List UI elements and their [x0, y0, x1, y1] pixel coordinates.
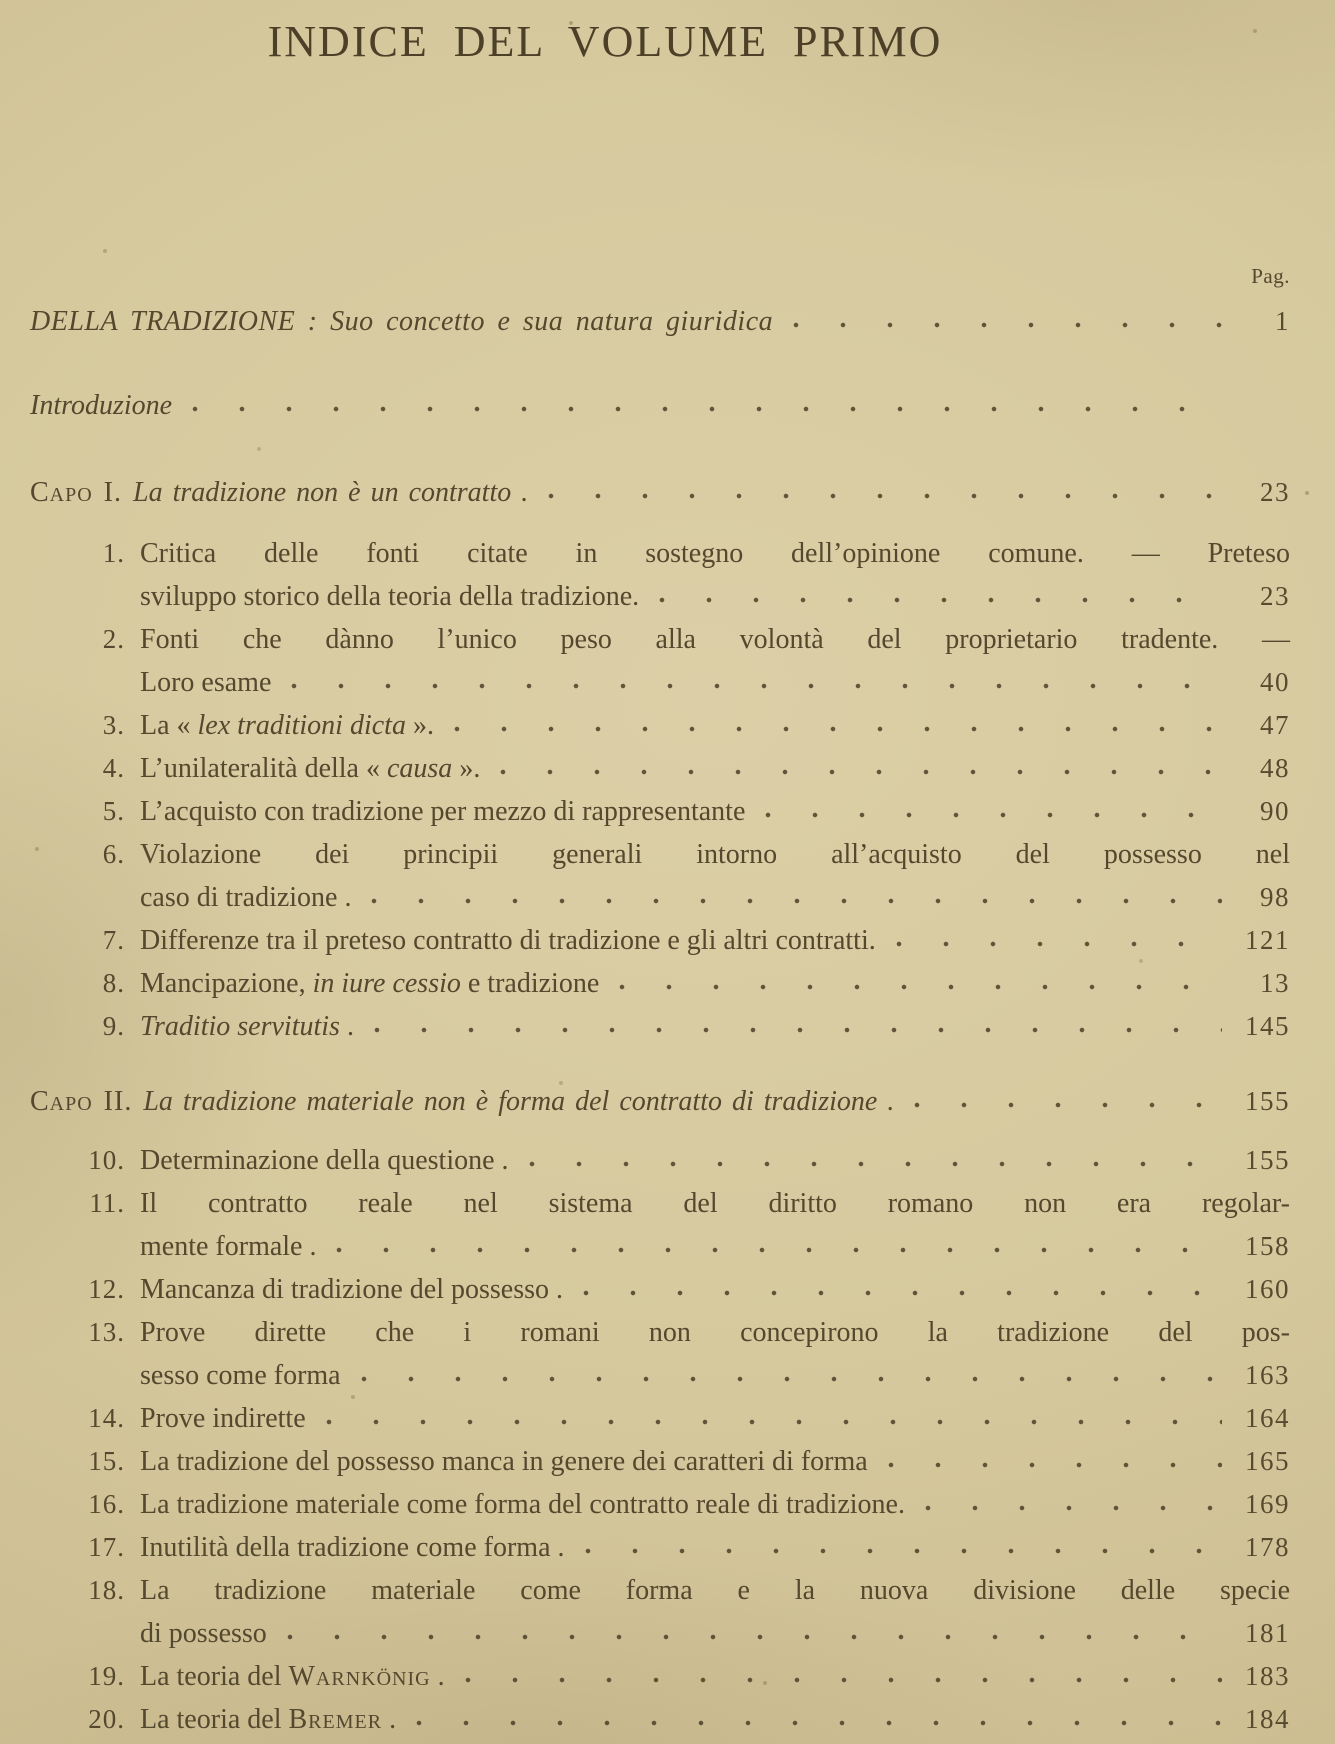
entry-body [140, 1182, 1290, 1268]
dot-leader [357, 1375, 1222, 1384]
entry-text: Fonti che dànno l’unico peso alla volontà del proprietario tradente. — [140, 624, 1290, 655]
entry-text: sviluppo storico della teoria della tradizione. [140, 581, 640, 612]
entry-body [140, 1440, 1290, 1483]
dot-leader [761, 811, 1222, 820]
entry-line [30, 1078, 1290, 1125]
entry-line [140, 1440, 1290, 1483]
entry-line [140, 1483, 1290, 1526]
entry-line [140, 833, 1290, 876]
entry-text: Mancanza di tradizione del possesso . [140, 1274, 563, 1305]
entry-body [140, 1655, 1290, 1698]
entry-body [30, 469, 1290, 516]
dot-leader [892, 940, 1222, 949]
entry-number: 7. [102, 925, 125, 955]
entry-text: Il contratto reale nel sistema del diritto romano non era regolar- [140, 1188, 1290, 1219]
toc-entry [30, 919, 1290, 962]
dot-leader [332, 1246, 1222, 1255]
entry-text: caso di tradizione . [140, 882, 352, 913]
toc-entry [30, 469, 1290, 516]
toc-entry [30, 1397, 1290, 1440]
entry-line [140, 661, 1290, 704]
entry-line [140, 575, 1290, 618]
entry-line [140, 747, 1290, 790]
toc-entry [30, 1526, 1290, 1569]
entry-body [140, 618, 1290, 704]
entry-text: mente formale . [140, 1231, 317, 1262]
page-number: 155 [1245, 1086, 1290, 1116]
entry-number: 6. [102, 839, 125, 869]
toc-entry [30, 532, 1290, 618]
dot-leader [287, 682, 1222, 691]
entry-text: Prove indirette [140, 1403, 306, 1434]
page-number: 155 [1245, 1145, 1290, 1175]
entry-text: Mancipazione, in iure cessio e tradizione [140, 968, 600, 999]
entry-line [140, 1397, 1290, 1440]
entry-text: La tradizione del possesso manca in genere dei caratteri di forma [140, 1446, 868, 1477]
entry-number: 10. [88, 1145, 125, 1175]
entry-line [140, 1698, 1290, 1741]
entry-number: 15. [88, 1446, 125, 1476]
page-number: 23 [1260, 477, 1290, 507]
entry-body [140, 1526, 1290, 1569]
entry-line [140, 1268, 1290, 1311]
toc-entry [30, 298, 1290, 345]
entry-body [140, 1139, 1290, 1182]
toc-entry [30, 790, 1290, 833]
entry-text: Capo I. La tradizione non è un contratto . [30, 477, 529, 508]
entry-body [140, 1005, 1290, 1048]
entry-line [140, 1311, 1290, 1354]
entry-line [140, 704, 1290, 747]
entry-line [140, 790, 1290, 833]
toc-entry [30, 1655, 1290, 1698]
page-number: 13 [1260, 968, 1290, 998]
entry-line [140, 1655, 1290, 1698]
entry-body [30, 1078, 1290, 1125]
entry-body [140, 1311, 1290, 1397]
entry-line [30, 298, 1290, 345]
entry-body [140, 833, 1290, 919]
entry-body [140, 962, 1290, 1005]
toc-entry [30, 1268, 1290, 1311]
entry-body [30, 298, 1290, 345]
entry-body [140, 747, 1290, 790]
entry-text: La teoria del Warnkönig . [140, 1661, 445, 1692]
dot-leader [412, 1719, 1222, 1728]
dot-leader [884, 1461, 1222, 1470]
dot-leader [544, 492, 1222, 501]
entry-text: La tradizione materiale come forma e la nuova divisione delle specie [140, 1575, 1290, 1606]
toc-entry [30, 747, 1290, 790]
entry-number: 18. [88, 1575, 125, 1605]
page-number: 183 [1245, 1661, 1290, 1691]
entry-number: 8. [102, 968, 125, 998]
entry-text: Traditio servitutis . [140, 1011, 354, 1042]
entry-text: La tradizione materiale come forma del contratto reale di tradizione. [140, 1489, 905, 1520]
entry-body [140, 1397, 1290, 1440]
entry-text: Introduzione [30, 390, 173, 421]
entry-text: La « lex traditioni dicta ». [140, 710, 434, 741]
toc-entry [30, 383, 1290, 429]
page-number: 184 [1245, 1704, 1290, 1734]
entry-number: 13. [88, 1317, 125, 1347]
page-column-header: Pag. [1251, 264, 1290, 288]
entry-line [140, 532, 1290, 575]
entry-text: Determinazione della questione . [140, 1145, 509, 1176]
dot-leader [581, 1547, 1223, 1556]
entry-line [140, 1005, 1290, 1048]
toc-entry [30, 1005, 1290, 1048]
entry-text: Loro esame [140, 667, 272, 698]
entry-body [30, 383, 1290, 429]
entry-body [140, 1483, 1290, 1526]
page-number: 164 [1245, 1403, 1290, 1433]
dot-leader [283, 1633, 1222, 1642]
page-title: INDICE DEL VOLUME PRIMO [267, 17, 943, 66]
entry-number: 4. [102, 753, 125, 783]
toc-entry [30, 1440, 1290, 1483]
page-number: 165 [1245, 1446, 1290, 1476]
entry-line [30, 469, 1290, 516]
entry-text: Prove dirette che i romani non concepirono la tradizione del pos- [140, 1317, 1290, 1348]
entry-number: 20. [88, 1704, 125, 1734]
toc-entry [30, 1698, 1290, 1741]
dot-leader [655, 596, 1222, 605]
entry-number: 11. [89, 1188, 125, 1218]
toc-entry [30, 618, 1290, 704]
dot-leader [450, 725, 1222, 734]
dot-leader [188, 405, 1222, 414]
entry-line [140, 618, 1290, 661]
entry-text: L’unilateralità della « causa ». [140, 753, 481, 784]
entry-line [140, 919, 1290, 962]
entry-text: Critica delle fonti citate in sostegno dell’opinione comune. — Preteso [140, 538, 1290, 569]
entry-number: 16. [88, 1489, 125, 1519]
entry-number: 1. [102, 538, 125, 568]
entry-line [140, 962, 1290, 1005]
entry-line [140, 1182, 1290, 1225]
entry-number: 12. [88, 1274, 125, 1304]
dot-leader [921, 1504, 1222, 1513]
toc-entry [30, 1139, 1290, 1182]
entry-number: 9. [102, 1011, 125, 1041]
page-number: 47 [1260, 710, 1290, 740]
entry-text: Violazione dei principii generali intorno all’acquisto del possesso nel [140, 839, 1290, 870]
page-number: 158 [1245, 1231, 1290, 1261]
entry-number: 17. [88, 1532, 125, 1562]
page-number: 23 [1260, 581, 1290, 611]
page-number: 178 [1245, 1532, 1290, 1562]
entry-text: di possesso [140, 1618, 267, 1649]
entry-number: 19. [88, 1661, 125, 1691]
entry-text: Differenze tra il preteso contratto di tradizione e gli altri contratti. [140, 925, 876, 956]
entry-body [140, 532, 1290, 618]
entry-text: La teoria del Bremer . [140, 1704, 397, 1735]
entry-line [140, 1612, 1290, 1655]
entry-body [140, 919, 1290, 962]
dot-leader [615, 983, 1222, 992]
page-number: 40 [1260, 667, 1290, 697]
page-number: 98 [1260, 882, 1290, 912]
dot-leader [525, 1160, 1222, 1169]
toc-entry [30, 1078, 1290, 1125]
entry-line [140, 1569, 1290, 1612]
entry-body [140, 1268, 1290, 1311]
entry-line [140, 1139, 1290, 1182]
entry-number: 5. [102, 796, 125, 826]
page-number: 169 [1245, 1489, 1290, 1519]
entry-line [140, 1526, 1290, 1569]
entry-body [140, 790, 1290, 833]
entry-number: 14. [88, 1403, 125, 1433]
dot-leader [370, 1026, 1222, 1035]
dot-leader [789, 321, 1222, 330]
entry-body [140, 1698, 1290, 1741]
toc-entry [30, 1569, 1290, 1655]
entry-text: Capo II. La tradizione materiale non è forma del contratto di tradizione . [30, 1086, 895, 1117]
dot-leader [910, 1101, 1222, 1110]
page-number: 160 [1245, 1274, 1290, 1304]
dot-leader [579, 1289, 1222, 1298]
dot-leader [461, 1676, 1222, 1685]
entry-line [30, 383, 1290, 429]
entry-number: 3. [102, 710, 125, 740]
toc-entry [30, 1182, 1290, 1268]
page-number: 163 [1245, 1360, 1290, 1390]
toc-entry [30, 704, 1290, 747]
dot-leader [322, 1418, 1222, 1427]
page-number: 145 [1245, 1011, 1290, 1041]
entry-line [140, 1225, 1290, 1268]
page-number: 90 [1260, 796, 1290, 826]
entry-text: sesso come forma [140, 1360, 341, 1391]
toc-entry [30, 1311, 1290, 1397]
toc-entry [30, 962, 1290, 1005]
entry-line [140, 876, 1290, 919]
entry-line [140, 1354, 1290, 1397]
table-of-contents [30, 298, 1290, 1741]
toc-entry [30, 1483, 1290, 1526]
entry-body [140, 1569, 1290, 1655]
dot-leader [367, 897, 1222, 906]
entry-text: L’acquisto con tradizione per mezzo di rappresentante [140, 796, 746, 827]
entry-text: Inutilità della tradizione come forma . [140, 1532, 565, 1563]
entry-text: DELLA TRADIZIONE : Suo concetto e sua natura giuridica [30, 306, 774, 337]
page-number: 1 [1275, 306, 1290, 336]
toc-entry [30, 833, 1290, 919]
entry-body [140, 704, 1290, 747]
page-number: 181 [1245, 1618, 1290, 1648]
page-number: 121 [1245, 925, 1290, 955]
dot-leader [496, 768, 1222, 777]
page-number: 48 [1260, 753, 1290, 783]
entry-number: 2. [102, 624, 125, 654]
